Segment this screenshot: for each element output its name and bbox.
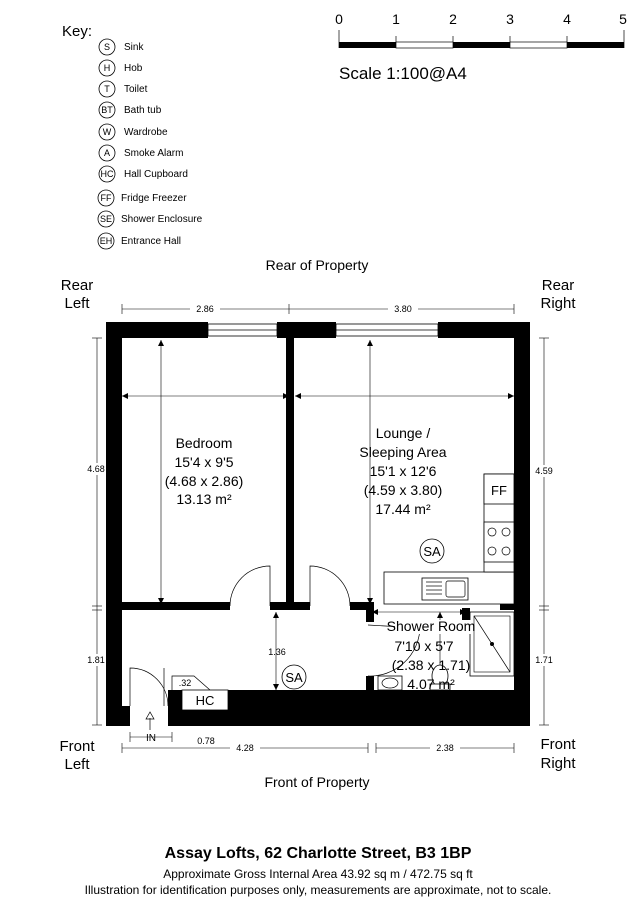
svg-text:A: A: [103, 148, 111, 158]
dim-right-lower: 1.71: [535, 655, 553, 665]
svg-text:(4.59 x 3.80): (4.59 x 3.80): [363, 482, 443, 498]
svg-text:2: 2: [449, 11, 457, 27]
dim-left-lower: 1.81: [87, 655, 105, 665]
entrance-label: IN: [146, 733, 156, 744]
svg-text:5: 5: [619, 11, 627, 27]
front-left-label-line1: Front: [59, 738, 95, 755]
svg-text:Hob: Hob: [124, 63, 143, 74]
key-item-sink: [99, 39, 144, 55]
hob: [484, 522, 514, 562]
scale-segment: [339, 42, 396, 48]
hall-cupboard-label: HC: [195, 693, 215, 708]
room-label-bedroom: [165, 435, 244, 507]
dim-top-left: 2.86: [196, 304, 214, 314]
key-list: [98, 39, 203, 249]
svg-text:3: 3: [506, 11, 514, 27]
entrance-door: [130, 668, 168, 706]
svg-text:Entrance Hall: Entrance Hall: [121, 236, 182, 247]
svg-text:17.44 m²: 17.44 m²: [375, 501, 431, 517]
svg-text:HC: HC: [100, 169, 114, 179]
gross-internal-area: Approximate Gross Internal Area 43.92 sq m / 472.75 sq ft: [163, 867, 473, 881]
dim-cupboard: .32: [178, 678, 192, 688]
property-address-title: Assay Lofts, 62 Charlotte Street, B3 1BP: [164, 845, 472, 862]
lounge-door: [310, 566, 350, 606]
dim-right-upper: 4.59: [535, 466, 553, 476]
svg-text:Sink: Sink: [124, 42, 144, 53]
svg-text:13.13 m²: 13.13 m²: [176, 491, 232, 507]
svg-text:T: T: [104, 84, 110, 94]
svg-text:Lounge /: Lounge /: [375, 425, 431, 441]
rear-left-label-line1: Rear: [60, 277, 94, 294]
room-label-lounge: [359, 425, 446, 517]
svg-text:Fridge Freezer: Fridge Freezer: [121, 193, 187, 204]
key-item-bath-tub: [99, 102, 162, 118]
svg-text:FF: FF: [100, 193, 112, 203]
rear-right-label-line2: Right: [540, 295, 576, 312]
scale-bar: [335, 11, 627, 83]
key-item-toilet: [99, 81, 148, 97]
front-right-label-line2: Right: [540, 755, 576, 772]
svg-text:BT: BT: [101, 105, 113, 115]
dim-bottom-right: 2.38: [436, 743, 454, 753]
key-item-entrance-hall: [98, 233, 181, 249]
disclaimer-text: Illustration for identification purposes only, measurements are approximate, not to scale.: [84, 883, 552, 897]
svg-text:7'10 x 5'7: 7'10 x 5'7: [394, 638, 454, 654]
svg-text:H: H: [103, 63, 111, 73]
svg-text:Toilet: Toilet: [124, 84, 148, 95]
svg-text:SA: SA: [423, 544, 441, 559]
svg-text:0: 0: [335, 11, 343, 27]
svg-text:Sleeping Area: Sleeping Area: [359, 444, 447, 460]
fridge-freezer-label: FF: [491, 483, 507, 498]
scale-label: Scale 1:100@A4: [339, 64, 467, 83]
svg-text:4.07 m²: 4.07 m²: [407, 676, 455, 692]
front-of-property-label: Front of Property: [264, 774, 370, 790]
svg-text:Hall Cupboard: Hall Cupboard: [124, 169, 188, 180]
svg-text:SE: SE: [99, 214, 113, 224]
dim-left-upper: 4.68: [87, 464, 105, 474]
svg-text:4: 4: [563, 11, 571, 27]
dim-top-right: 3.80: [394, 304, 412, 314]
svg-text:Wardrobe: Wardrobe: [124, 127, 168, 138]
key-item-shower-enclosure: [98, 211, 203, 227]
front-right-label-line1: Front: [540, 736, 576, 753]
key-item-wardrobe: [99, 124, 168, 140]
svg-text:15'4 x 9'5: 15'4 x 9'5: [174, 454, 234, 470]
key-item-hall-cupboard: [99, 166, 188, 182]
svg-text:(4.68 x 2.86): (4.68 x 2.86): [164, 473, 244, 489]
svg-text:1: 1: [392, 11, 400, 27]
rear-left-label-line2: Left: [64, 295, 90, 312]
svg-text:S: S: [103, 42, 111, 52]
rear-of-property-label: Rear of Property: [265, 257, 369, 273]
svg-text:(2.38 x 1.71): (2.38 x 1.71): [391, 657, 471, 673]
svg-text:Bath tub: Bath tub: [124, 105, 162, 116]
entrance-arrow-icon: [146, 712, 154, 730]
rear-right-label-line1: Rear: [541, 277, 575, 294]
svg-text:Bedroom: Bedroom: [175, 435, 233, 451]
svg-text:W: W: [102, 127, 112, 137]
svg-text:SA: SA: [285, 670, 303, 685]
svg-text:Shower Enclosure: Shower Enclosure: [121, 214, 203, 225]
key-title: Key:: [62, 23, 93, 40]
svg-text:15'1 x 12'6: 15'1 x 12'6: [369, 463, 437, 479]
key-item-smoke-alarm: [99, 145, 183, 161]
dim-entrance-width: 0.78: [197, 736, 215, 746]
key-item-fridge-freezer: [98, 190, 187, 206]
key-item-hob: [99, 60, 143, 76]
dim-bottom-left: 4.28: [236, 743, 254, 753]
svg-text:EH: EH: [99, 236, 113, 246]
svg-text:Shower Room: Shower Room: [386, 618, 476, 634]
front-left-label-line2: Left: [64, 756, 90, 773]
svg-text:Smoke Alarm: Smoke Alarm: [124, 148, 184, 159]
bedroom-door: [230, 566, 270, 606]
dim-hall: 1.36: [268, 647, 286, 657]
